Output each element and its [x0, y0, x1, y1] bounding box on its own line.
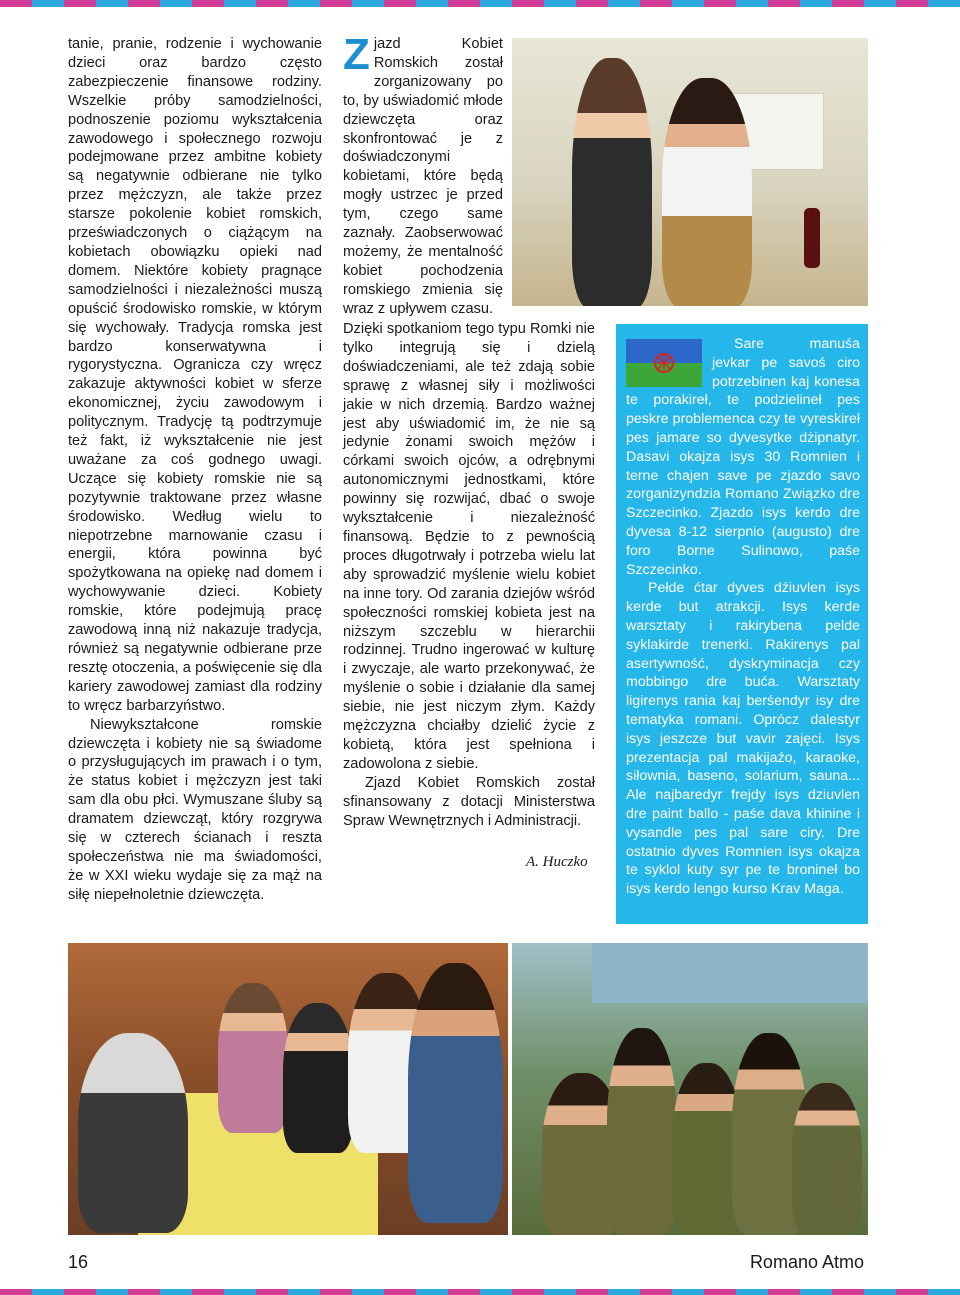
tent-canopy [592, 943, 868, 1003]
photo-person [78, 1033, 188, 1233]
photo-makeup-workshop [68, 943, 508, 1235]
bottom-color-stripe [0, 1289, 960, 1295]
page-number: 16 [68, 1252, 89, 1272]
article-intro [343, 30, 503, 319]
photo-person [662, 78, 752, 306]
sidebar-paragraph: Pełde ćtar dyves dźiuvlen isys kerde but atrakcji. Isys kerde warsztaty i rakirybena pelde syklakirde trenerki. Rakirenys pal asertywność, dyskryminacja czy mobbingo dre buća. Warsztaty ligirenys rania kaj berśendyr isy dre tematyka romani. Oprócz dalestyr isys jeszcze but vavir zajęci. Isys prezentacja pal makijaźo, karaoke, siłownia, baseno, solarium, sauna... Ale najbaredyr frejdy isys dziuvlen dre paint ballo - paśe dava khinine i vysandle pes pal sare ciry. Dre ostatnio dyves Romnien isys okajza te syklol kuty syr pe te bronineł bo isys kerdo lengo kurso Krav Maga. [626, 580, 860, 898]
paragraph: Niewykształcone romskie dziewczęta i kobiety nie są świadome o przysługujących im prawach i o tym, że status kobiet i mężczyzn jest taki sam dla obu płci. Wymuszane śluby są dramatem dziewcząt, który rozgrywa się w czterech ścianach i reszta społeczeństwa nie ma świadomości, że w XXI wieku wydaje się za mąż na siłę niepełnoletnie dziewczęta. [68, 716, 322, 903]
top-color-stripe [0, 0, 960, 7]
drop-cap: Z [343, 30, 370, 79]
paragraph: Dzięki spotkaniom tego typu Romki nie tylko integrują się i dzielą doświadczeniami, ale też zdają sobie sprawę z własnej siły i możliwości jakie w nich drzemią. Bardzo ważnej jest aby uświadomić im, że nie są jedynie żonami swoich mężów i córkami swoich ojców, a odrębnymi autonomicznymi jednostkami, które powinny się rozwijać, dbać o swoje wykształcenie i niezależność finansową. Będzie to z pewnością proces długotrwały i potrzeba wielu lat aby sprowadzić myślenie wielu kobiet na inne tory. Od zarania dziejów wśród społeczności romskiej kobieta jest na niższym szczeblu w hierarchii rodzinnej. Trudno ingerować w kulturę i zwyczaje, ale warto przekonywać, że myślenie o sobie i działanie dla samej siebie, nie jest niczym złym. Każdy mężczyzna chciałby dzielić życie z kobietą, która jest spełniona i zadowolona z siebie. [343, 321, 595, 772]
sidebar-paragraph: Sare manuśa jevkar pe savoś ciro potrzebinen kaj konesa te porakireł, te podzielineł pes peskre problemenca czy te vyreskireł pes jamare so dyvesytke dżipnatyr. Dasavi okajza isys 30 Romnien i terne chajen save pe zjazdo savo zorganizyndzia Romano Związko dre Szczecinko. Zjazdo isys kerdo dre dyvesa 8-12 sierpnio (augusto) dre foro Borne Sulinowo, paśe Szczecinko. [626, 336, 860, 578]
paragraph: tanie, pranie, rodzenie i wychowanie dzieci oraz bardzo często zabezpieczenie finansowe rodziny. Wszelkie próby samodzielności, podnoszenie poziomu wykształcenia zawodowego i społecznego rozwoju podejmowane przez ambitne kobiety są negatywnie odbierane nie tylko przez mężczyzn, ale także przez starsze pokolenie kobiet romskich, przeświadczonych o ciążącym na kobietach obowiązku opieki nad domem. Niektóre kobiety pragnące samodzielności i niezależności muszą opuścić środowisko romskie, w którym się wychowały. Tradycja romska jest bardzo konserwatywna i rygorystyczna. Ogranicza czy wręcz zakazuje aktywności kobiet w sferze ekonomicznej, życiu zawodowym i politycznym. Tradycję tą podtrzymuje też fakt, iż wykształcenie nie jest uważane za coś godnego uwagi. Uczące się kobiety romskie nie są pozytywnie traktowane przez własne środowisko. Według wielu to niepotrzebne marnowanie czasu i energii, która powinna być spożytkowana na opiekę nad domem i wychowywanie dzieci. Kobiety romskie, które podejmują pracę zawodową inną niż nakazuje tradycja, również są negatywnie odbierane prze resztę otoczenia, a poświęcenie się dla kariery zawodowej zamiast dla rodziny to wręcz barbarzyństwo. [68, 36, 322, 714]
photo-person [408, 963, 503, 1223]
photo-person [607, 1028, 677, 1235]
photo-person [792, 1083, 862, 1235]
paragraph: Zjazd Kobiet Romskich został sfinansowany z dotacji Ministerstwa Spraw Wewnętrznych i Administracji. [343, 774, 595, 829]
photo-women-in-camouflage [512, 943, 868, 1235]
magazine-name: Romano Atmo [749, 1252, 864, 1272]
intro-text: jazd Kobiet Romskich został zorganizowany po to, by uświadomić młode dziewczęta oraz skonfrontować je z doświadczonymi kobietami, które będą mogły ustrzec je przed tym, czego same zaznały. Zaobserwować możemy, że mentalność kobiet pochodzenia romskiego zmienia się wraz z upływem czasu. [343, 36, 503, 317]
article-column-middle [343, 320, 595, 830]
photo-two-women-presentation [512, 38, 868, 306]
photo-person [283, 1003, 353, 1153]
bottle [804, 208, 820, 268]
article-column-left [68, 35, 322, 905]
author-signature: A. Huczko [526, 854, 588, 870]
photo-person [218, 983, 288, 1133]
chakra-wheel-icon [652, 351, 676, 375]
romani-flag [626, 339, 702, 387]
romani-sidebar-box [616, 324, 868, 924]
photo-person [572, 58, 652, 306]
